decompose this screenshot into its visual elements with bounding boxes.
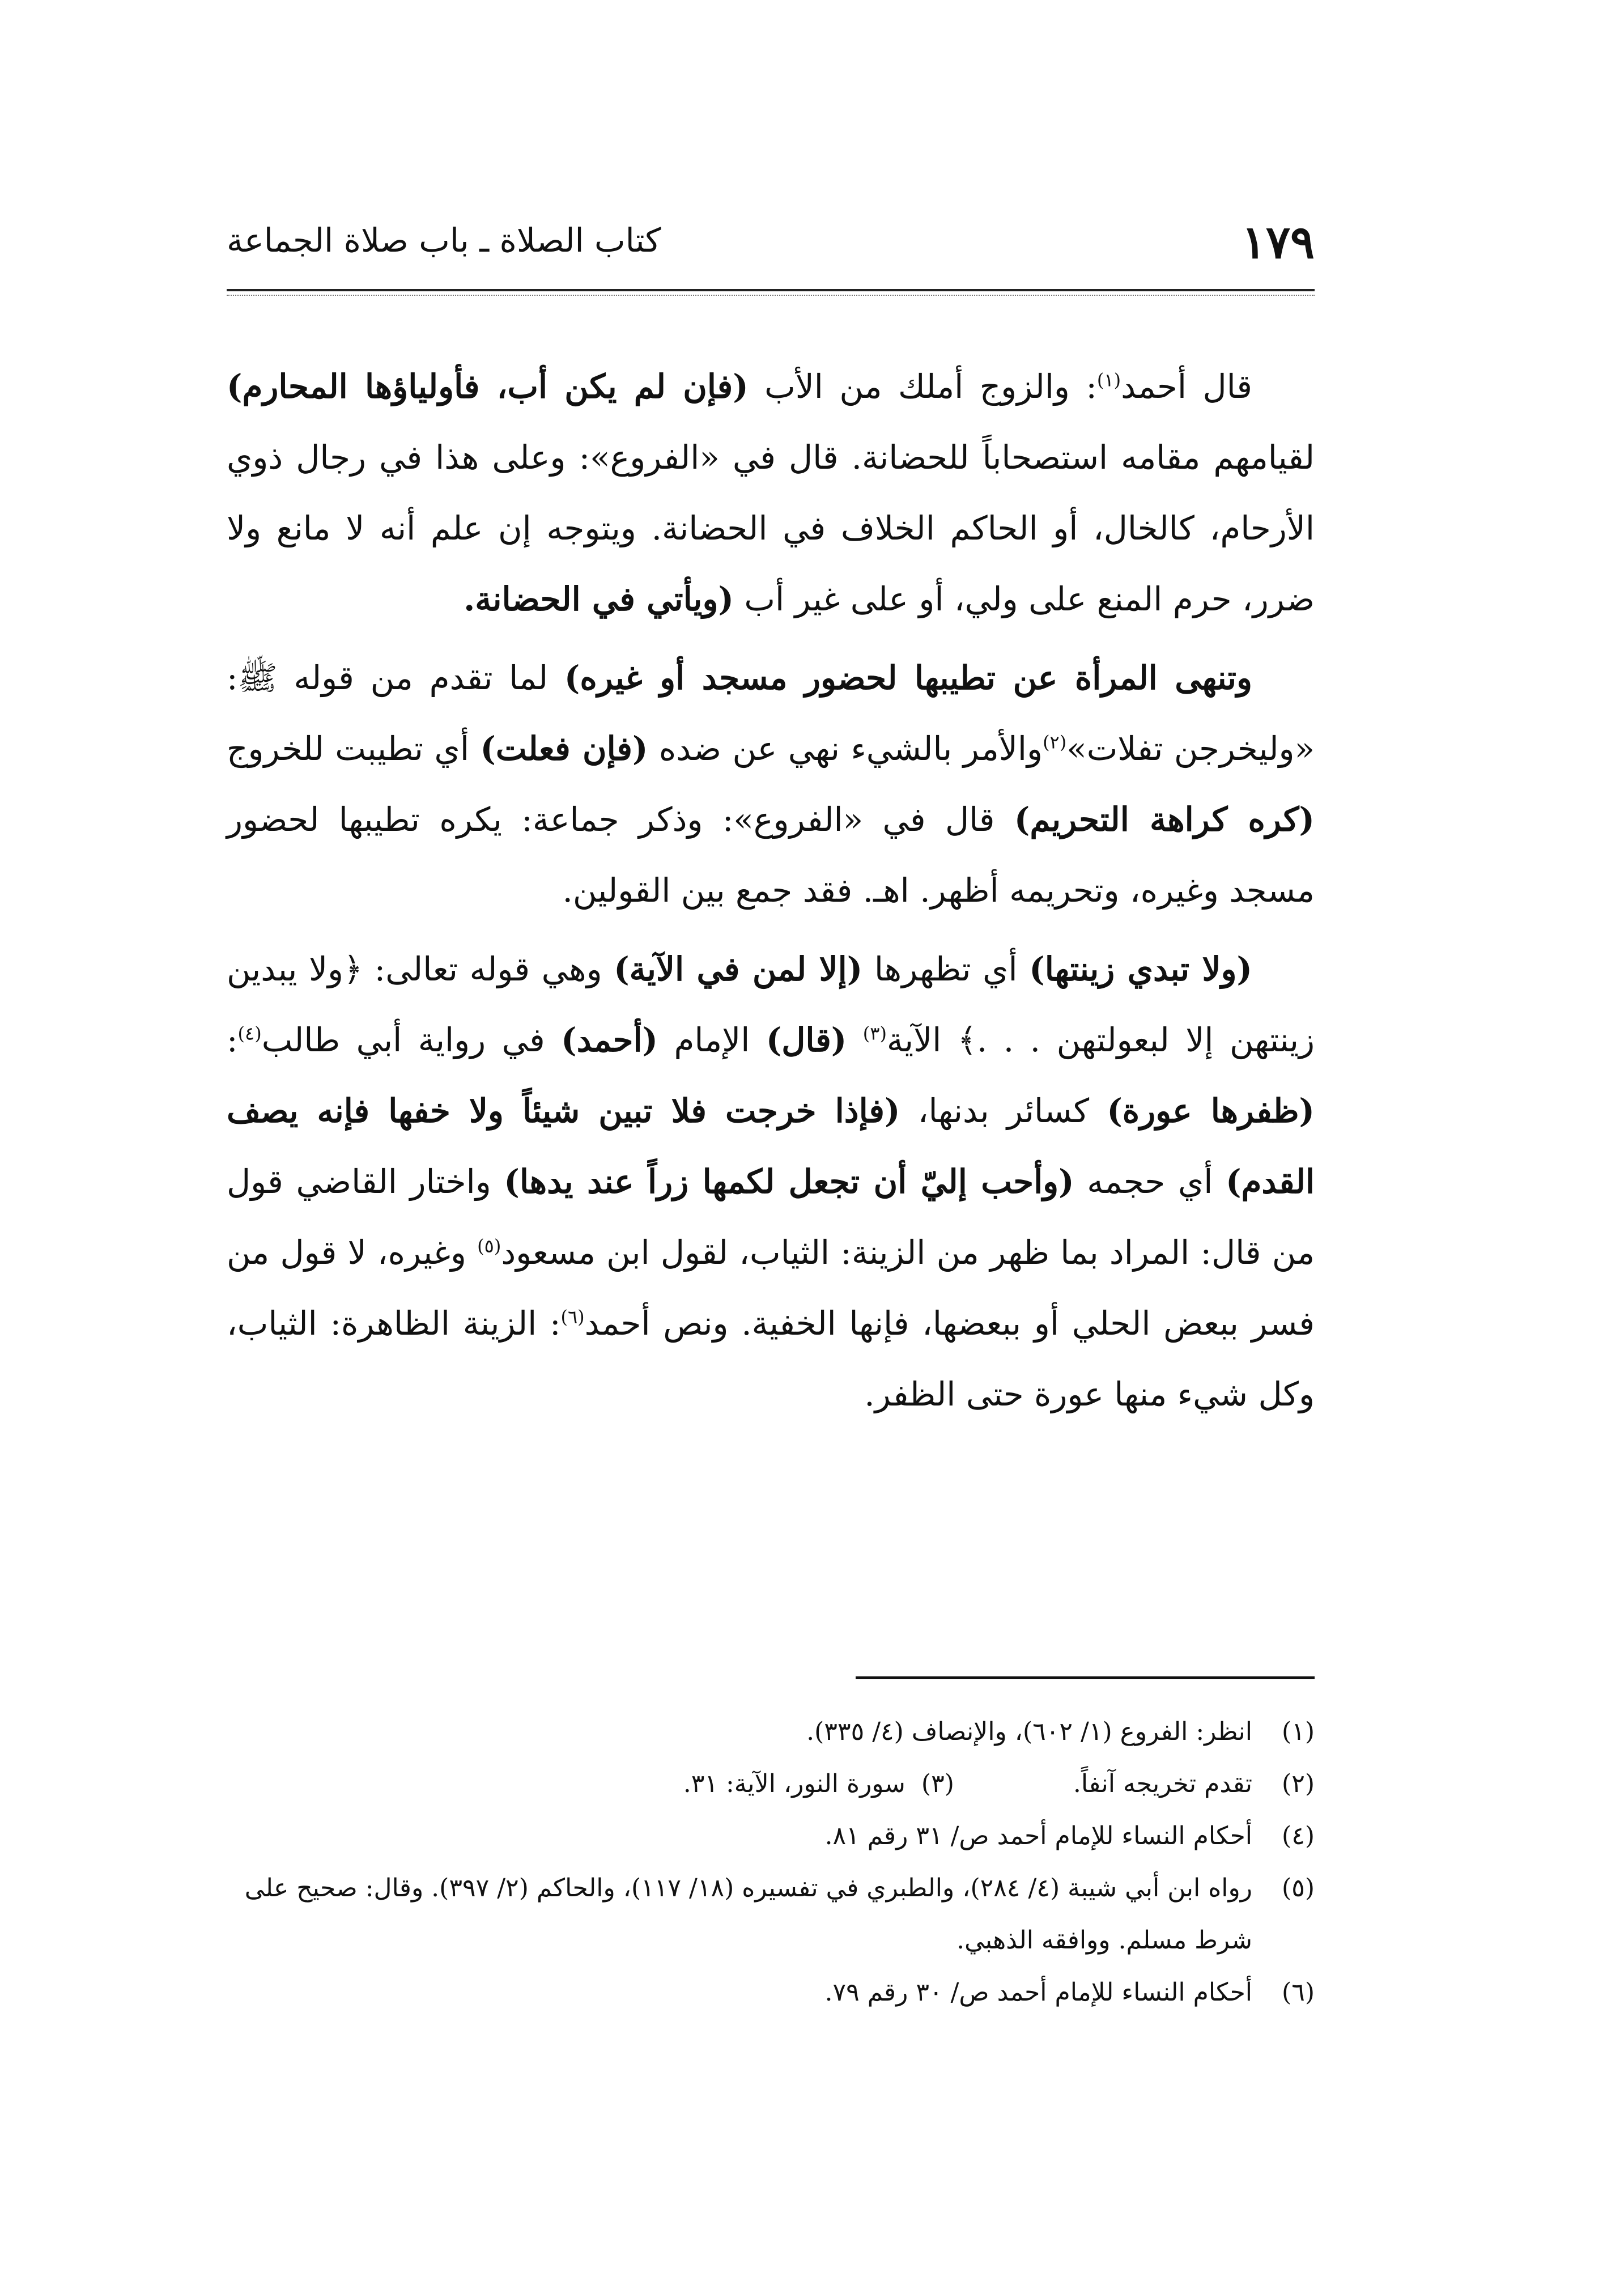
header-rule: [227, 289, 1315, 291]
bold-text: (فإذا خرجت فلا تبين شيئاً ولا خفها فإنه يصف القدم): [227, 1092, 1315, 1201]
text-span: : الزينة الظاهرة: الثياب، وكل شيء منها عورة حتى الظفر.: [227, 1304, 1315, 1413]
text-span: الإمام: [658, 1021, 766, 1059]
footnote-separator: [856, 1676, 1315, 1679]
footnote-number: (٣): [921, 1769, 954, 1798]
text-span: وغيره، لا قول من فسر ببعض الحلي أو ببعضها، فإنها الخفية. ونص أحمد: [227, 1233, 1315, 1343]
main-text: [227, 351, 1315, 1430]
paragraph-3: [227, 934, 1315, 1430]
footnote-number: (٦): [1282, 1978, 1315, 2007]
text-span: في رواية أبي طالب: [261, 1021, 562, 1059]
bold-text: (ظفرها عورة): [1107, 1092, 1315, 1130]
bold-text: (ولا تبدي زينتها): [1029, 950, 1252, 988]
footnote-6: [227, 1967, 1315, 2019]
paragraph-1: [227, 351, 1315, 635]
text-span: أي حجمه: [1074, 1162, 1226, 1201]
footnote-number: (١): [1282, 1717, 1315, 1746]
text-span: [847, 1021, 863, 1059]
bold-text: (قال): [766, 1021, 847, 1059]
text-span: : والزوج أملك من الأب: [748, 367, 1097, 406]
text-span: :: [227, 1021, 238, 1059]
bold-text: (كره كراهة التحريم): [1014, 800, 1315, 839]
header-rule-dotted: [227, 295, 1315, 296]
text-span: لما تقدم من قوله ﷺ: «وليخرجن تفلات»: [227, 659, 1315, 768]
footnote-4: [227, 1810, 1315, 1862]
footnote-text: رواه ابن أبي شيبة (٤/ ٢٨٤)، والطبري في تفسيره (١٨/ ١١٧)، والحاكم (٢/ ٣٩٧). وقال: صحيح على شرط مسلم. ووافقه الذهبي.: [244, 1874, 1252, 1955]
footnote-ref: (٤): [237, 1022, 262, 1044]
text-span: أي تظهرها: [862, 950, 1030, 988]
footnote-ref: (٦): [560, 1306, 585, 1328]
text-span: والأمر بالشيء نهي عن ضده: [648, 729, 1043, 768]
bold-text: (إلا لمن في الآية): [614, 950, 863, 988]
bold-text: (أحمد): [561, 1021, 658, 1059]
paragraph-2: [227, 643, 1315, 926]
text-span: كسائر بدنها،: [900, 1092, 1107, 1130]
page-number: ١٧٩: [1242, 215, 1315, 269]
footnote-text: أحكام النساء للإمام أحمد ص/ ٣٠ رقم ٧٩.: [824, 1978, 1252, 2007]
bold-text: (ويأتي في الحضانة.: [464, 580, 734, 618]
footnote-number: (٢): [1282, 1769, 1315, 1798]
footnote-1: [227, 1706, 1315, 1758]
footnote-ref: (١): [1096, 369, 1121, 391]
bold-text: وتنهى المرأة عن تطيبها لحضور مسجد أو غيره): [564, 659, 1252, 697]
footnote-text: سورة النور، الآية: ٣١.: [683, 1769, 905, 1798]
footnote-2-3: [227, 1758, 1315, 1810]
running-head-title: كتاب الصلاة ـ باب صلاة الجماعة: [227, 221, 661, 260]
bold-text: (فإن لم يكن أب، فأولياؤها المحارم): [227, 367, 749, 406]
bold-text: (وأحب إليّ أن تجعل لكمها زراً عند يدها): [504, 1162, 1074, 1201]
page-header: [227, 215, 1315, 278]
footnote-5: [227, 1862, 1315, 1967]
footnote-ref: (٢): [1043, 731, 1067, 753]
footnote-number: (٤): [1282, 1821, 1315, 1850]
text-span: قال في «الفروع»: وذكر جماعة: يكره تطيبها لحضور مسجد وغيره، وتحريمه أظهر. اهـ. فقد جمع بين القولين.: [227, 800, 1315, 910]
text-span: قال أحمد: [1121, 367, 1252, 406]
text-span: لقيامهم مقامه استصحاباً للحضانة. قال في «الفروع»: وعلى هذا في رجال ذوي الأرحام، كالخال، أو الحاكم الخلاف في الحضانة. ويتوجه إن علم أنه لا مانع ولا ضرر، حرم المنع على ولي، أو على غير أب: [227, 438, 1315, 618]
footnote-text: أحكام النساء للإمام أحمد ص/ ٣١ رقم ٨١.: [824, 1821, 1252, 1850]
footnote-number: (٥): [1282, 1874, 1315, 1903]
bold-text: (فإن فعلت): [480, 729, 648, 768]
footnote-text: تقدم تخريجه آنفاً.: [1073, 1769, 1252, 1798]
footnotes: [227, 1706, 1315, 2019]
text-span: وهي قوله تعالى: ﴿ولا يبدين زينتهن إلا لبعولتهن . . .﴾ الآية: [227, 950, 1315, 1059]
text-span: واختار القاضي قول من قال: المراد بما ظهر من الزينة: الثياب، لقول ابن مسعود: [227, 1162, 1315, 1272]
footnote-text: انظر: الفروع (١/ ٦٠٢)، والإنصاف (٤/ ٣٣٥).: [806, 1717, 1252, 1746]
footnote-ref: (٥): [477, 1235, 501, 1257]
footnote-ref: (٣): [862, 1022, 887, 1044]
text-span: أي تطيبت للخروج: [227, 729, 481, 768]
